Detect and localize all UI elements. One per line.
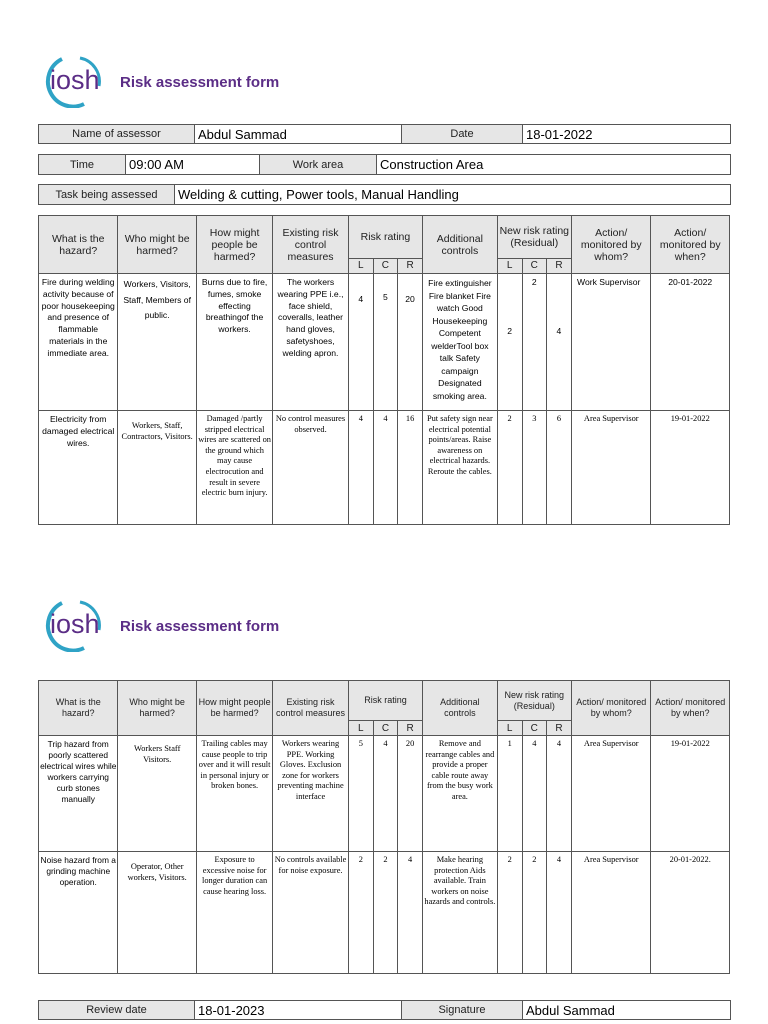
- new-r-cell: 6: [546, 411, 571, 525]
- col-c: C: [373, 721, 397, 736]
- new-l-cell: 2: [497, 411, 522, 525]
- who-cell: Workers, Staff, Contractors, Visitors.: [118, 411, 196, 525]
- new-c-cell: 3: [522, 411, 546, 525]
- r-cell: 20: [398, 736, 423, 852]
- col-existing: Existing risk control measures: [273, 681, 348, 736]
- assessor-row: [38, 124, 731, 144]
- who-cell: Workers, Visitors, Staff, Members of public.: [118, 274, 196, 411]
- col-c: C: [373, 259, 397, 274]
- col-risk-rating: Risk rating: [348, 681, 422, 721]
- col-risk-rating: Risk rating: [348, 216, 422, 259]
- new-r-cell: 4: [546, 736, 571, 852]
- col-new-c: C: [522, 721, 546, 736]
- assessor-field[interactable]: Abdul Sammad: [195, 125, 402, 144]
- col-hazard: What is the hazard?: [39, 681, 118, 736]
- hazard-cell: Fire during welding activity because of poor housekeeping and presence of flammable materials in the immediate area.: [39, 274, 118, 411]
- time-row: [38, 154, 731, 175]
- date-label: Date: [402, 125, 523, 144]
- who-cell: Workers Staff Visitors.: [118, 736, 196, 852]
- col-new-r: R: [546, 721, 571, 736]
- who-cell: Operator, Other workers, Visitors.: [118, 852, 196, 974]
- r-cell: 16: [397, 411, 422, 525]
- risk-table-1: [38, 215, 730, 525]
- work-area-field[interactable]: Construction Area: [377, 155, 731, 175]
- new-c-cell: 2: [522, 852, 546, 974]
- c-cell: 5: [373, 274, 397, 411]
- col-r: R: [397, 259, 422, 274]
- date-field[interactable]: 18-01-2022: [523, 125, 731, 144]
- col-new-l: L: [497, 259, 522, 274]
- logo-text: iosh: [50, 609, 100, 639]
- additional-cell: Make hearing protection Aids available. Train workers on noise hazards and controls.: [423, 852, 497, 974]
- table-row: [39, 274, 730, 411]
- table-row: [39, 411, 730, 525]
- work-area-label: Work area: [260, 155, 377, 175]
- r-cell: 4: [398, 852, 423, 974]
- signature-label: Signature: [402, 1001, 523, 1020]
- existing-cell: No control measures observed.: [273, 411, 348, 525]
- table-row: [39, 736, 730, 852]
- iosh-logo: [44, 56, 102, 108]
- col-how: How might people be harmed?: [196, 681, 272, 736]
- how-cell: Burns due to fire, fumes, smoke effecting breathingof the workers.: [196, 274, 272, 411]
- c-cell: 2: [373, 852, 397, 974]
- col-existing: Existing risk control measures: [273, 216, 348, 274]
- whom-cell: Area Supervisor: [572, 852, 651, 974]
- logo-text: iosh: [50, 65, 100, 95]
- signature-field[interactable]: Abdul Sammad: [523, 1001, 731, 1020]
- col-new-risk: New risk rating (Residual): [497, 216, 571, 259]
- c-cell: 4: [373, 411, 397, 525]
- task-label: Task being assessed: [39, 185, 175, 205]
- review-row: [38, 1000, 731, 1020]
- col-additional: Additional controls: [423, 216, 497, 274]
- time-field[interactable]: 09:00 AM: [126, 155, 260, 175]
- whom-cell: Area Supervisor: [572, 411, 651, 525]
- new-l-cell: 2: [497, 852, 522, 974]
- col-additional: Additional controls: [423, 681, 497, 736]
- page-title: Risk assessment form: [120, 73, 280, 91]
- task-field[interactable]: Welding & cutting, Power tools, Manual Handling: [175, 185, 731, 205]
- when-cell: 20-01-2022.: [651, 852, 730, 974]
- col-who: Who might be harmed?: [118, 681, 196, 736]
- how-cell: Damaged /partly stripped electrical wires are scattered on the ground which may cause electrocution and result in severe electric burn injury.: [196, 411, 272, 525]
- new-c-cell: 2: [522, 274, 546, 411]
- c-cell: 4: [373, 736, 397, 852]
- l-cell: 4: [348, 274, 373, 411]
- col-l: L: [348, 259, 373, 274]
- new-l-cell: 1: [497, 736, 522, 852]
- whom-cell: Work Supervisor: [572, 274, 651, 411]
- review-date-label: Review date: [39, 1001, 195, 1020]
- whom-cell: Area Supervisor: [572, 736, 651, 852]
- page-title: Risk assessment form: [120, 617, 280, 635]
- col-l: L: [348, 721, 373, 736]
- new-l-cell: 2: [497, 274, 522, 411]
- hazard-cell: Electricity from damaged electrical wires.: [39, 411, 118, 525]
- existing-cell: The workers wearing PPE i.e., face shield, coveralls, leather hand gloves, safetyshoes, welding apron.: [273, 274, 348, 411]
- col-action-when: Action/ monitored by when?: [651, 216, 730, 274]
- new-r-cell: 4: [546, 852, 571, 974]
- existing-cell: Workers wearing PPE. Working Gloves. Exclusion zone for workers preventing machine interface: [273, 736, 348, 852]
- col-how: How might people be harmed?: [196, 216, 272, 274]
- existing-cell: No controls available for noise exposure.: [273, 852, 348, 974]
- new-r-cell: 4: [546, 274, 571, 411]
- iosh-logo: [44, 600, 102, 652]
- risk-table-2: [38, 680, 730, 974]
- additional-cell: Fire extinguisher Fire blanket Fire watch Good Housekeeping Competent welderTool box talk Safety campaign Designated smoking area.: [423, 274, 497, 411]
- time-label: Time: [39, 155, 126, 175]
- review-date-field[interactable]: 18-01-2023: [195, 1001, 402, 1020]
- additional-cell: Put safety sign near electrical potential points/areas. Raise awareness on electrical hazards. Reroute the cables.: [423, 411, 497, 525]
- l-cell: 4: [348, 411, 373, 525]
- l-cell: 2: [348, 852, 373, 974]
- col-new-r: R: [546, 259, 571, 274]
- col-new-l: L: [497, 721, 522, 736]
- new-c-cell: 4: [522, 736, 546, 852]
- additional-cell: Remove and rearrange cables and provide a proper cable route away from the busy work area.: [423, 736, 497, 852]
- when-cell: 19-01-2022: [651, 411, 730, 525]
- how-cell: Exposure to excessive noise for longer duration can cause hearing loss.: [196, 852, 272, 974]
- r-cell: 20: [397, 274, 422, 411]
- hazard-cell: Trip hazard from poorly scattered electrical wires while workers carrying curb stones manually: [39, 736, 118, 852]
- when-cell: 20-01-2022: [651, 274, 730, 411]
- hazard-cell: Noise hazard from a grinding machine operation.: [39, 852, 118, 974]
- table-row: [39, 852, 730, 974]
- task-row: [38, 184, 731, 205]
- assessor-label: Name of assessor: [39, 125, 195, 144]
- how-cell: Trailing cables may cause people to trip over and it will result in personal injury or broken bones.: [196, 736, 272, 852]
- col-action-whom: Action/ monitored by whom?: [572, 681, 651, 736]
- col-action-whom: Action/ monitored by whom?: [572, 216, 651, 274]
- col-action-when: Action/ monitored by when?: [651, 681, 730, 736]
- col-hazard: What is the hazard?: [39, 216, 118, 274]
- form-header-1: [44, 56, 279, 108]
- form-header-2: [44, 600, 279, 652]
- when-cell: 19-01-2022: [651, 736, 730, 852]
- col-new-c: C: [522, 259, 546, 274]
- col-r: R: [398, 721, 423, 736]
- col-who: Who might be harmed?: [118, 216, 196, 274]
- l-cell: 5: [348, 736, 373, 852]
- col-new-risk: New risk rating (Residual): [497, 681, 571, 721]
